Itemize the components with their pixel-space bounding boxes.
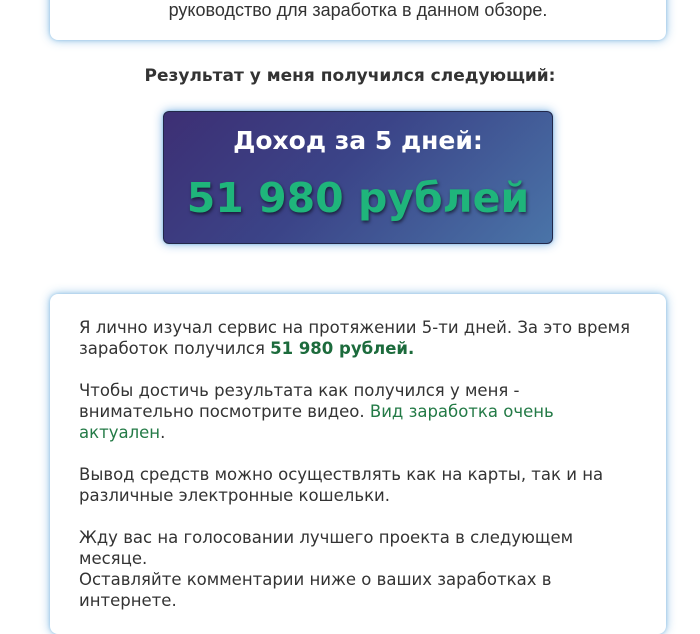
paragraph-study bbox=[79, 317, 639, 359]
paragraph-video bbox=[79, 380, 639, 443]
relevance-link[interactable]: Вид заработка очень актуален bbox=[79, 402, 554, 442]
paragraph-voting bbox=[79, 527, 639, 611]
paragraph-video-period: . bbox=[160, 423, 166, 442]
earnings-period: . bbox=[407, 339, 415, 358]
paragraph-video-text: Чтобы достичь результата как получился у меня - внимательно посмотрите видео. bbox=[79, 381, 520, 421]
comments-line: Оставляйте комментарии ниже о ваших заработках в интернете. bbox=[79, 570, 552, 610]
paragraph-withdrawal: Вывод средств можно осуществлять как на карты, так и на различные электронные кошельки. bbox=[79, 465, 604, 505]
previous-content-card bbox=[50, 0, 666, 40]
income-box bbox=[163, 111, 553, 244]
article-text bbox=[79, 317, 639, 632]
voting-line: Жду вас на голосовании лучшего проекта в следующем месяце. bbox=[79, 528, 574, 568]
article-card bbox=[50, 294, 666, 634]
previous-card-text: руководство для заработка в данном обзоре. bbox=[168, 0, 548, 20]
income-title: Доход за 5 дней: bbox=[233, 126, 483, 155]
result-heading: Результат у меня получился следующий: bbox=[144, 66, 556, 86]
earnings-highlight: 51 980 рублей bbox=[270, 339, 408, 358]
paragraph-study-text: Я лично изучал сервис на протяжении 5-ти дней. За это время заработок получился bbox=[79, 318, 631, 358]
income-amount: 51 980 рублей bbox=[186, 174, 530, 222]
